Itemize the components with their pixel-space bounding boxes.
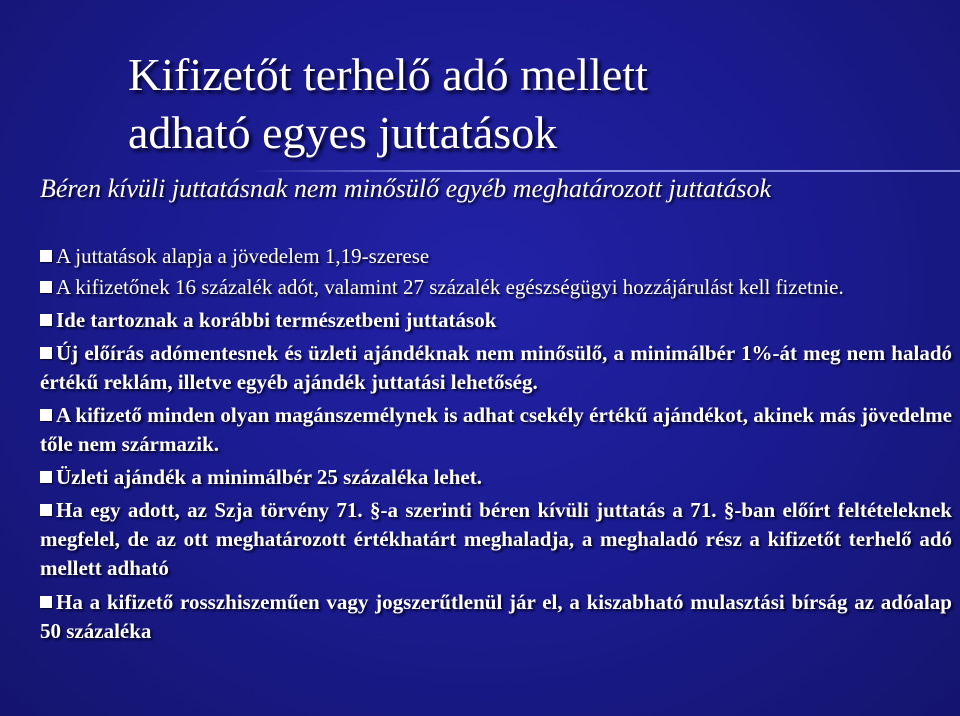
slide-title-line2: adható egyes juttatások	[128, 107, 558, 158]
list-item-text: Ha a kifizető rosszhiszeműen vagy jogszerűtlenül jár el, a kiszabható mulasztási bírság az adóalap 50 százaléka	[40, 590, 952, 643]
square-bullet-icon	[40, 314, 52, 326]
list-item	[40, 306, 952, 335]
list-item-text: Ide tartoznak a korábbi természetbeni juttatások	[56, 308, 497, 332]
square-bullet-icon	[40, 596, 52, 608]
square-bullet-icon	[40, 347, 52, 359]
square-bullet-icon	[40, 409, 52, 421]
slide-title	[128, 46, 928, 162]
list-item	[40, 588, 952, 646]
square-bullet-icon	[40, 281, 52, 293]
list-item	[40, 273, 952, 302]
square-bullet-icon	[40, 471, 52, 483]
list-item	[40, 242, 952, 271]
list-item-text: A kifizető minden olyan magánszemélynek is adhat csekély értékű ajándékot, akinek más jövedelme tőle nem származik.	[40, 403, 952, 456]
list-item-text: Üzleti ajándék a minimálbér 25 százaléka lehet.	[56, 465, 482, 489]
list-item-text: Ha egy adott, az Szja törvény 71. §-a szerinti béren kívüli juttatás a 71. §-ban előírt feltételeknek megfelel, de az ott meghatározott értékhatárt meghaladja, a meghaladó rész a kifizetőt terhelő adó mellett adható	[40, 498, 952, 580]
list-item	[40, 463, 952, 492]
list-item	[40, 496, 952, 583]
slide-subtitle: Béren kívüli juttatásnak nem minősülő egyéb meghatározott juttatások	[40, 174, 772, 203]
list-item-text: Új előírás adómentesnek és üzleti ajándéknak nem minősülő, a minimálbér 1%-át meg nem haladó értékű reklám, illetve egyéb ajándék juttatási lehetőség.	[40, 341, 952, 394]
list-item	[40, 401, 952, 459]
bullet-list	[40, 240, 952, 646]
slide-title-line1: Kifizetőt terhelő adó mellett	[128, 49, 648, 100]
square-bullet-icon	[40, 504, 52, 516]
square-bullet-icon	[40, 250, 52, 262]
list-item-text: A juttatások alapja a jövedelem 1,19-szerese	[56, 244, 430, 268]
list-item-text: A kifizetőnek 16 százalék adót, valamint 27 százalék egészségügyi hozzájárulást kell fizetnie.	[56, 275, 844, 299]
list-item	[40, 339, 952, 397]
